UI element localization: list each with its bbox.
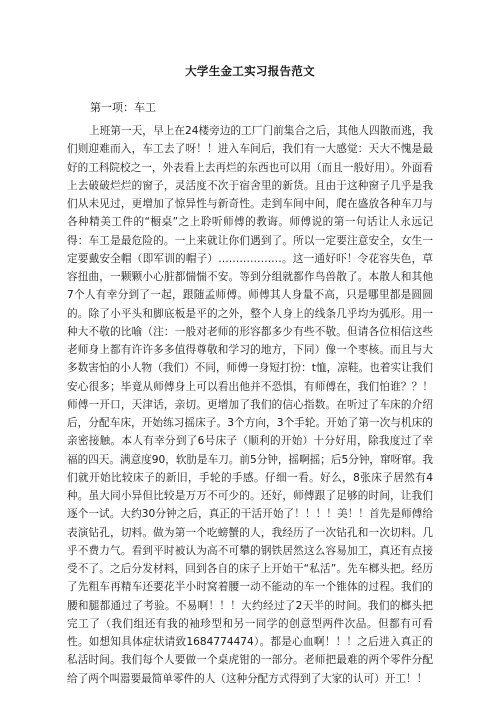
body-paragraph: 上班第一天，早上在24楼旁边的工厂门前集合之后，其他人四散而逃，我们则迎难而入，车工去了呀！！进入车间后，我们有一大感觉：天大不愧是最好的工科院校之一，外表看上去再烂的东西也可以用（而且一般好用）。外面看上去破破烂烂的窗子，灵活度不次于宿舍里的新货。且由于这种窗子几乎是我们从未见过，更增加了惊异性与新奇性。走到车间中间，爬在盛放各种车刀与各种精美工件的“橱桌”之上聆听师傅的教诲。师傅说的第一句话让人永远记得：车工是最危险的。一上来就让你们遇到了。所以一定要注意安全，女生一定要戴安全帽（即军训的帽子）………………。这一通好吓！令花容失色，草容扭曲，一颗颗小心脏都惴惴不安。等到分组就都作鸟兽散了。本散人和其他7个人有幸分到了一起，跟随孟师傅。师傅其人身量不高，只是哪里都是圆圆的。除了小平头和脚底板是平的之外，整个人身上的线条几乎均为弧形。用一种大不敬的比喻（注：一般对老师的形容都多少有些不敬。但请各位相信这些老师身上都有许许多多值得尊敬和学习的地方，下同）像一个枣核。而且与大多数害怕的小人物（我们）不同，师傅一身短打扮：t恤，凉鞋。也着实让我们安心很多；毕竟从师傅身上可以看出他并不恐惧，有师傅在，我们怕谁？？！师傅一开口，天津话，亲切。更增加了我们的信心指数。在听过了车床的介绍后，分配车床，开始练习摇床子。3个方向，3个手轮。开始了第一次与机床的亲密接触。本人有幸分到了6号床子（顺利的开始）十分好用，除我度过了幸福的四天。满意度90，软肋是车刀。前5分钟，摇啊摇；后5分钟，窜呀窜。我们就开始比较床子的新旧，手轮的手感。仔细一看。好么，8张床子居然有4种。虽大同小异但比较是万万不可少的。还好，师傅跟了足够的时间，让我们逐个一试。大约30分钟之后，真正的干活开始了！！！！美！！首先是师傅给表演钻孔，切料。做为第一个吃螃蟹的人，我经历了一次钻孔和一次切料。几乎不费力气。看到平时被认为高不可攀的钢铁居然这么容易加工，真还有点接受不了。之后分发材料，回到各自的床子上开始干“私活”。先车榔头把。经历了先粗车再精车还要花半小时窝着腰一动不能动的车一个锥体的过程。我们的腰和腿都通过了考验。不易啊！！！大约经过了2天半的时间。我们的榔头把完工了（我们组还有我的袖珍型和另一同学的创意型两件次品。但都有可看性。如想知具体症状请致1684774474）。都是心血啊！！！之后进入真正的私活时间。我们每个人要做一个桌虎钳的一部分。老师把最难的两个零件分配给了两个叫嚣要最简单零件的人（这种分配方式得到了大家的认可）开工！！ [67, 125, 433, 685]
document-title: 大学生金工实习报告范文 [185, 64, 315, 78]
section-heading: 第一项：车工 [90, 101, 156, 114]
